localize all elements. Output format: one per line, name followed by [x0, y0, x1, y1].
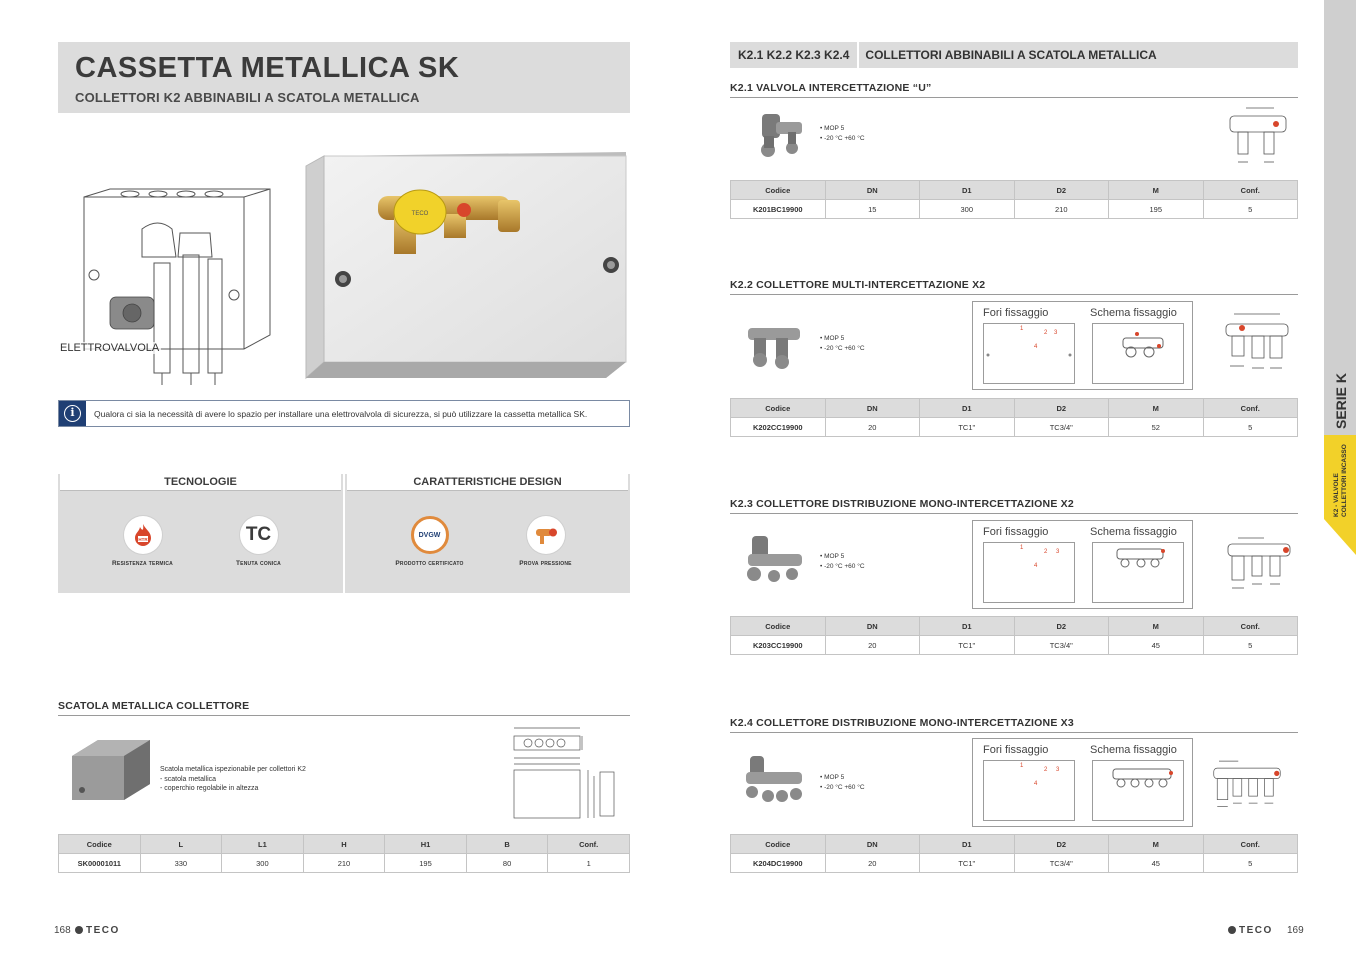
- design-title: CARATTERISTICHE DESIGN: [347, 474, 628, 491]
- svg-text:1: 1: [1020, 326, 1024, 332]
- product-title-k24: K2.4 COLLETTORE DISTRIBUZIONE MONO-INTERCETTAZIONE X3: [730, 717, 1074, 729]
- section-divider: [58, 715, 630, 716]
- feature-label: Prova pressione: [519, 560, 572, 567]
- cell: 210: [1014, 200, 1109, 219]
- scatola-table: [58, 834, 630, 873]
- col-header: Conf.: [1203, 835, 1298, 854]
- cell: 210: [303, 854, 385, 873]
- col-header: Codice: [59, 835, 141, 854]
- feature-tenuta-conica: [220, 516, 298, 567]
- schema-fissaggio-label: Schema fissaggio: [1090, 744, 1177, 756]
- info-icon: i: [59, 401, 86, 426]
- feature-label: Prodotto certificato: [395, 560, 464, 567]
- side-tab-yellow-line2: COLLETTORI INCASSO: [1341, 444, 1348, 517]
- technical-drawing-k22: [1222, 310, 1292, 372]
- col-header: DN: [825, 617, 920, 636]
- metal-box-image: [304, 152, 630, 380]
- product-specs-k21: • MOP 5 • -20 °C +60 °C: [820, 125, 865, 142]
- cell: 15: [825, 200, 920, 219]
- col-header: Conf.: [1203, 181, 1298, 200]
- cell: TC3/4": [1014, 854, 1109, 873]
- cell: 45: [1109, 854, 1204, 873]
- cell: 5: [1203, 854, 1298, 873]
- flame-icon: [124, 516, 162, 554]
- col-header: L: [140, 835, 222, 854]
- scatola-title: SCATOLA METALLICA COLLETTORE: [58, 700, 250, 712]
- header-title: COLLETTORI ABBINABILI A SCATOLA METALLICA: [865, 48, 1157, 62]
- col-header: D1: [920, 181, 1015, 200]
- schema-diagram: [1092, 760, 1184, 821]
- cell-codice: K201BC19900: [731, 200, 826, 219]
- installation-illustration: [58, 185, 278, 385]
- fori-fissaggio-label: Fori fissaggio: [983, 526, 1049, 538]
- features-panel: [58, 474, 630, 593]
- svg-text:2: 2: [1044, 330, 1048, 336]
- collectors-header: [730, 42, 1298, 68]
- product-table-k23: [730, 616, 1298, 655]
- product-table-k24: [730, 834, 1298, 873]
- product-table-k21: [730, 180, 1298, 219]
- schema-diagram: [1092, 323, 1184, 384]
- col-header: DN: [825, 399, 920, 418]
- product-image-k21: [752, 108, 812, 160]
- product-table-k22: [730, 398, 1298, 437]
- side-tab-serie: [1330, 355, 1352, 431]
- certificate-icon: DVGW: [411, 516, 449, 554]
- title-block: [58, 42, 630, 113]
- table-row: [731, 418, 1298, 437]
- page-number-right: 169: [1287, 925, 1304, 936]
- elettrovalvola-label: ELETTROVALVOLA: [60, 342, 160, 354]
- pressure-gauge-icon: [527, 516, 565, 554]
- cell-codice: K202CC19900: [731, 418, 826, 437]
- svg-text:3: 3: [1056, 549, 1060, 555]
- feature-label: Resistenza termica: [112, 560, 173, 567]
- scatola-technical-drawing: [508, 724, 620, 822]
- col-header: D2: [1014, 181, 1109, 200]
- schema-fissaggio-label: Schema fissaggio: [1090, 526, 1177, 538]
- svg-text:1: 1: [1020, 763, 1024, 769]
- schema-fissaggio-label: Schema fissaggio: [1090, 307, 1177, 319]
- technical-drawing-k24: [1212, 752, 1282, 814]
- fori-fissaggio-label: Fori fissaggio: [983, 307, 1049, 319]
- product-specs-k22: • MOP 5 • -20 °C +60 °C: [820, 335, 865, 352]
- svg-text:HTR: HTR: [137, 537, 148, 542]
- cell: 5: [1203, 418, 1298, 437]
- col-header: D1: [920, 399, 1015, 418]
- table-row: [731, 636, 1298, 655]
- col-header: Codice: [731, 835, 826, 854]
- fori-fissaggio-label: Fori fissaggio: [983, 744, 1049, 756]
- svg-text:2: 2: [1044, 767, 1048, 773]
- feature-resistenza-termica: [104, 516, 182, 567]
- col-header: B: [466, 835, 548, 854]
- product-title-k23: K2.3 COLLETTORE DISTRIBUZIONE MONO-INTERCETTAZIONE X2: [730, 498, 1074, 510]
- product-image-k22: [744, 318, 804, 370]
- cell: 195: [385, 854, 467, 873]
- cell: 80: [466, 854, 548, 873]
- col-header: Codice: [731, 399, 826, 418]
- cell: 20: [825, 854, 920, 873]
- col-header: Codice: [731, 181, 826, 200]
- col-header: L1: [222, 835, 304, 854]
- svg-text:4: 4: [1034, 563, 1038, 569]
- cell: TC1": [920, 636, 1015, 655]
- cell: TC3/4": [1014, 418, 1109, 437]
- cell-codice: K204DC19900: [731, 854, 826, 873]
- col-header: DN: [825, 835, 920, 854]
- schema-diagram: [1092, 542, 1184, 603]
- scatola-image: [70, 738, 152, 804]
- fori-diagram: [983, 542, 1075, 603]
- design-column: [343, 474, 630, 593]
- col-header: M: [1109, 181, 1204, 200]
- tecnologie-title: TECNOLOGIE: [60, 474, 341, 491]
- cell: 1: [548, 854, 630, 873]
- col-header: Conf.: [548, 835, 630, 854]
- col-header: M: [1109, 617, 1204, 636]
- product-title-k22: K2.2 COLLETTORE MULTI-INTERCETTAZIONE X2: [730, 279, 986, 291]
- col-header: D1: [920, 835, 1015, 854]
- technical-drawing-k23: [1224, 530, 1294, 592]
- col-header: M: [1109, 399, 1204, 418]
- header-codes: K2.1 K2.2 K2.3 K2.4: [730, 42, 859, 68]
- info-bar: [58, 400, 630, 427]
- feature-prodotto-certificato: [391, 516, 469, 567]
- col-header: H1: [385, 835, 467, 854]
- cell-codice: SK00001011: [59, 854, 141, 873]
- cell: TC1": [920, 854, 1015, 873]
- svg-text:TECO: TECO: [411, 211, 429, 217]
- product-image-k23: [744, 532, 804, 584]
- col-header: Codice: [731, 617, 826, 636]
- col-header: Conf.: [1203, 399, 1298, 418]
- section-divider: [730, 732, 1298, 733]
- svg-text:2: 2: [1044, 549, 1048, 555]
- cell-codice: K203CC19900: [731, 636, 826, 655]
- col-header: D2: [1014, 617, 1109, 636]
- section-divider: [730, 97, 1298, 98]
- table-row: [731, 200, 1298, 219]
- product-title-k21: K2.1 VALVOLA INTERCETTAZIONE “U”: [730, 82, 932, 94]
- cell: 300: [222, 854, 304, 873]
- fori-diagram: [983, 760, 1075, 821]
- fori-diagram: [983, 323, 1075, 384]
- product-image-k24: [744, 752, 804, 804]
- feature-prova-pressione: [507, 516, 585, 567]
- fixing-box-k23: [972, 520, 1193, 609]
- scatola-description: Scatola metallica ispezionabile per collettori K2 - scatola metallica - coperchio regolabile in altezza: [160, 766, 306, 792]
- info-text: Qualora ci sia la necessità di avere lo spazio per installare una elettrovalvola di sicurezza, si può utilizzare la cassetta metallica SK.: [94, 408, 588, 419]
- page-subtitle: COLLETTORI K2 ABBINABILI A SCATOLA METALLICA: [75, 90, 420, 105]
- cell: 20: [825, 418, 920, 437]
- table-row: [731, 854, 1298, 873]
- brand-logo-left: TECO: [75, 925, 120, 936]
- svg-text:4: 4: [1034, 344, 1038, 350]
- col-header: H: [303, 835, 385, 854]
- side-tab-yellow-line1: K2 - VALVOLE: [1333, 473, 1340, 517]
- col-header: D2: [1014, 399, 1109, 418]
- tecnologie-column: [58, 474, 343, 593]
- col-header: DN: [825, 181, 920, 200]
- brand-logo-right: TECO: [1228, 925, 1273, 936]
- svg-text:3: 3: [1056, 767, 1060, 773]
- technical-drawing-k21: [1224, 104, 1294, 166]
- cell: 20: [825, 636, 920, 655]
- product-specs-k24: • MOP 5 • -20 °C +60 °C: [820, 774, 865, 791]
- svg-text:4: 4: [1034, 781, 1038, 787]
- cell: 195: [1109, 200, 1204, 219]
- side-tab-serie-text: SERIE K: [1333, 372, 1349, 429]
- svg-text:3: 3: [1054, 330, 1058, 336]
- section-divider: [730, 513, 1298, 514]
- product-specs-k23: • MOP 5 • -20 °C +60 °C: [820, 553, 865, 570]
- svg-text:1: 1: [1020, 545, 1024, 551]
- cell: 5: [1203, 636, 1298, 655]
- cell: 52: [1109, 418, 1204, 437]
- section-divider: [730, 294, 1298, 295]
- side-tab-yellow: [1324, 435, 1356, 555]
- page-number-left: 168: [54, 925, 71, 936]
- page-title: CASSETTA METALLICA SK: [75, 52, 460, 84]
- cell: TC3/4": [1014, 636, 1109, 655]
- cell: 300: [920, 200, 1015, 219]
- fixing-box-k24: [972, 738, 1193, 827]
- col-header: D1: [920, 617, 1015, 636]
- fixing-box-k22: [972, 301, 1193, 390]
- col-header: D2: [1014, 835, 1109, 854]
- cell: 330: [140, 854, 222, 873]
- feature-label: Tenuta conica: [236, 560, 281, 567]
- cell: 45: [1109, 636, 1204, 655]
- col-header: M: [1109, 835, 1204, 854]
- table-row: [59, 854, 630, 873]
- cell: 5: [1203, 200, 1298, 219]
- tc-icon: TC: [240, 516, 278, 554]
- col-header: Conf.: [1203, 617, 1298, 636]
- cell: TC1": [920, 418, 1015, 437]
